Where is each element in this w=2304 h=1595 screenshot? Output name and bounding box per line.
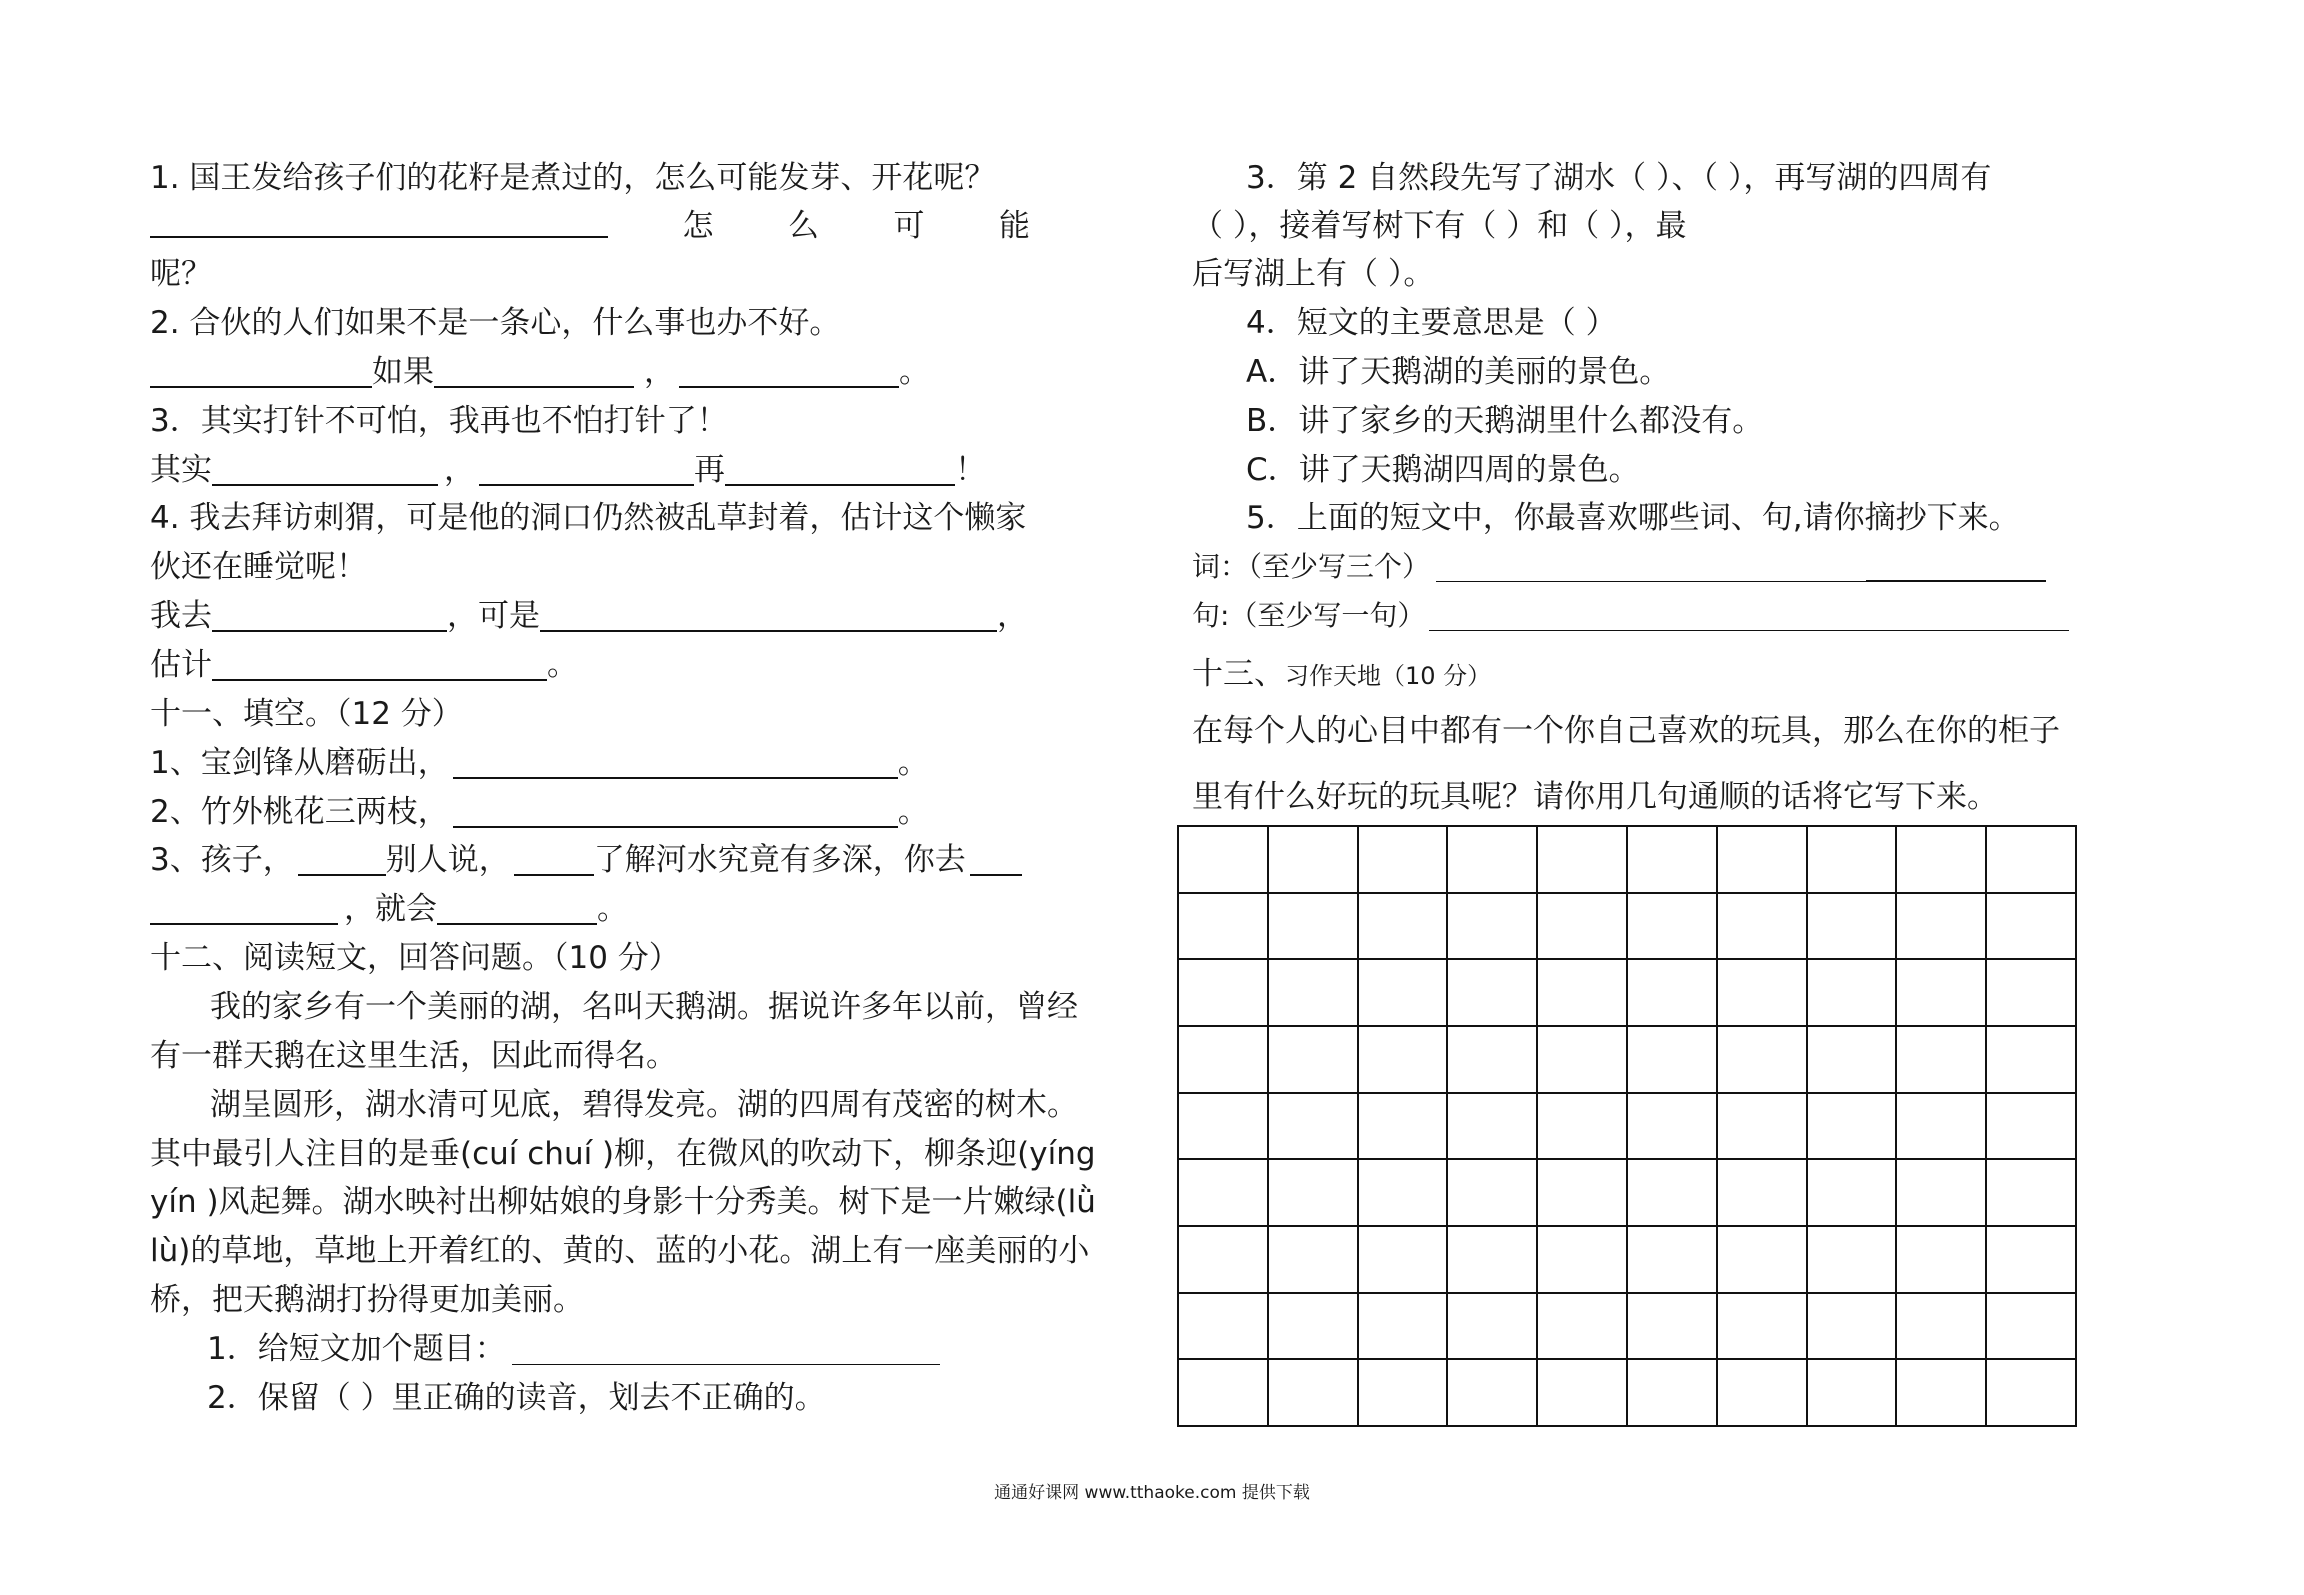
grid-cell[interactable] [1179,1094,1269,1161]
grid-cell[interactable] [1538,1360,1628,1427]
grid-cell[interactable] [1269,1094,1359,1161]
ci-blank[interactable] [1436,547,1866,582]
reading-q1: 1．给短文加个题目： [207,1325,940,1373]
fill-3-blank-2[interactable] [514,840,594,876]
q3-text: 3．其实打针不可怕，我再也不怕打针了！ [150,403,728,439]
grid-cell[interactable] [1718,1227,1808,1294]
grid-cell[interactable] [1359,1160,1449,1227]
fill-2: 2、竹外桃花三两枝， 。 [150,794,929,830]
reading-q4: 4．短文的主要意思是（ ） [1246,305,1617,341]
grid-cell[interactable] [1269,1294,1359,1361]
q2-blank-3[interactable] [679,352,899,388]
option-b[interactable]: B．讲了家乡的天鹅湖里什么都没有。 [1246,403,1764,439]
grid-cell[interactable] [1269,827,1359,894]
title-blank[interactable] [512,1330,940,1365]
q1-end: 呢？ [150,256,212,292]
grid-cell[interactable] [1269,1227,1359,1294]
q2-blank-2[interactable] [434,352,634,388]
grid-cell[interactable] [1808,1160,1898,1227]
ju-blank[interactable] [1429,596,2069,631]
grid-cell[interactable] [1897,960,1987,1027]
grid-cell[interactable] [1359,960,1449,1027]
q2-answer-line: 如果 ， 。 [150,348,930,396]
writing-grid[interactable] [1177,825,2077,1427]
grid-cell[interactable] [1718,1027,1808,1094]
grid-cell[interactable] [1808,1227,1898,1294]
footer-credit: 通通好课网 www.tthaoke.com 提供下载 [994,1483,1310,1503]
grid-cell[interactable] [1628,1027,1718,1094]
grid-cell[interactable] [1987,1160,2077,1227]
grid-cell[interactable] [1359,1094,1449,1161]
grid-cell[interactable] [1808,960,1898,1027]
passage-p2-line-2: 其中最引人注目的是垂(cuí chuí )柳，在微风的吹动下，柳条迎(yíng [150,1136,1096,1172]
q2-text: 2. 合伙的人们如果不是一条心，什么事也办不好。 [150,305,841,341]
grid-cell[interactable] [1987,1094,2077,1161]
fill-3-blank-3[interactable] [970,840,1022,876]
q4-answer-line-2: 估计 。 [150,647,578,683]
grid-cell[interactable] [1808,1360,1898,1427]
grid-cell[interactable] [1538,1160,1628,1227]
grid-cell[interactable] [1987,1360,2077,1427]
grid-cell[interactable] [1448,1094,1538,1161]
passage-p1-line-2: 有一群天鹅在这里生活，因此而得名。 [150,1038,677,1074]
grid-cell[interactable] [1448,960,1538,1027]
q4-answer-line-1: 我去 ，可是 ， [150,598,1028,634]
grid-cell[interactable] [1359,1360,1449,1427]
grid-cell[interactable] [1448,1227,1538,1294]
grid-cell[interactable] [1269,1027,1359,1094]
fill-3-blank-1[interactable] [298,840,386,876]
grid-cell[interactable] [1718,827,1808,894]
grid-cell[interactable] [1628,1294,1718,1361]
grid-cell[interactable] [1628,1160,1718,1227]
grid-cell[interactable] [1538,1027,1628,1094]
grid-cell[interactable] [1897,1160,1987,1227]
grid-cell[interactable] [1448,1160,1538,1227]
q3-blank-3[interactable] [725,450,955,486]
reading-q2: 2．保留（ ）里正确的读音，划去不正确的。 [207,1380,826,1416]
grid-cell[interactable] [1448,894,1538,961]
grid-cell[interactable] [1179,960,1269,1027]
fill-1: 1、宝剑锋从磨砺出， 。 [150,745,929,781]
passage-p2-line-4: lù)的草地，草地上开着红的、黄的、蓝的小花。湖上有一座美丽的小 [150,1233,1090,1269]
grid-cell[interactable] [1179,1360,1269,1427]
grid-cell[interactable] [1628,1094,1718,1161]
grid-cell[interactable] [1538,827,1628,894]
reading-q5: 5．上面的短文中，你最喜欢哪些词、句,请你摘抄下来。 [1246,500,2020,536]
grid-cell[interactable] [1718,894,1808,961]
grid-cell[interactable] [1538,1294,1628,1361]
grid-cell[interactable] [1718,1294,1808,1361]
grid-cell[interactable] [1808,1094,1898,1161]
grid-cell[interactable] [1269,894,1359,961]
grid-cell[interactable] [1179,1027,1269,1094]
grid-cell[interactable] [1897,1294,1987,1361]
fill-2-blank[interactable] [453,792,898,828]
grid-cell[interactable] [1179,1227,1269,1294]
grid-cell[interactable] [1718,1094,1808,1161]
grid-cell[interactable] [1897,827,1987,894]
section-11-title: 十一、填空。（12 分） [150,696,463,732]
grid-cell[interactable] [1538,1227,1628,1294]
grid-cell[interactable] [1179,1160,1269,1227]
passage-p1-line-1: 我的家乡有一个美丽的湖，名叫天鹅湖。据说许多年以前，曾经 [210,989,1078,1025]
fill-3-blank-5[interactable] [437,889,597,925]
grid-cell[interactable] [1269,960,1359,1027]
grid-cell[interactable] [1897,1027,1987,1094]
grid-cell[interactable] [1808,1294,1898,1361]
composition-prompt-2: 里有什么好玩的玩具呢？请你用几句通顺的话将它写下来。 [1192,779,1998,815]
option-c[interactable]: C．讲了天鹅湖四周的景色。 [1246,452,1640,488]
grid-cell[interactable] [1448,827,1538,894]
reading-q3-line-3: 后写湖上有（ ）。 [1192,256,1435,292]
grid-cell[interactable] [1448,1027,1538,1094]
grid-cell[interactable] [1179,1294,1269,1361]
grid-cell[interactable] [1987,827,2077,894]
q4-blank-2[interactable] [540,596,997,632]
fill-3-line-2: ，就会 。 [150,885,628,933]
grid-cell[interactable] [1538,960,1628,1027]
grid-cell[interactable] [1628,1360,1718,1427]
grid-cell[interactable] [1538,894,1628,961]
q3-blank-2[interactable] [479,450,694,486]
passage-p2-line-1: 湖呈圆形，湖水清可见底，碧得发亮。湖的四周有茂密的树木。 [210,1087,1078,1123]
reading-q3-line-2: （ ），接着写树下有（ ）和（ ），最 [1192,208,1687,244]
q1-answer-line: 怎 么 可 能 [150,202,1030,250]
grid-cell[interactable] [1718,1360,1808,1427]
q4-blank-3[interactable] [212,645,547,681]
grid-cell[interactable] [1359,1294,1449,1361]
grid-cell[interactable] [1448,1360,1538,1427]
q4-blank-1[interactable] [212,596,447,632]
grid-cell[interactable] [1987,894,2077,961]
section-12-title: 十二、阅读短文，回答问题。（10 分） [150,940,680,976]
grid-cell[interactable] [1538,1094,1628,1161]
grid-cell[interactable] [1448,1294,1538,1361]
grid-cell[interactable] [1808,894,1898,961]
grid-cell[interactable] [1718,960,1808,1027]
grid-cell[interactable] [1897,1360,1987,1427]
passage-p2-line-5: 桥，把天鹅湖打扮得更加美丽。 [150,1282,584,1318]
composition-prompt-1: 在每个人的心目中都有一个你自己喜欢的玩具，那么在你的柜子 [1192,713,2060,749]
option-a[interactable]: A．讲了天鹅湖的美丽的景色。 [1246,354,1671,390]
q2-blank-1[interactable] [150,352,372,388]
grid-cell[interactable] [1359,1027,1449,1094]
q3-answer-line: 其实 ， 再 ！ [150,452,986,488]
section-13-title: 十三、习作天地（10 分） [1192,656,1492,692]
ju-line: 句:（至少写一句） [1192,592,2069,640]
grid-cell[interactable] [1628,960,1718,1027]
fill-3-blank-4[interactable] [150,889,338,925]
grid-cell[interactable] [1628,894,1718,961]
q4-text-2: 伙还在睡觉呢！ [150,549,367,585]
grid-cell[interactable] [1987,1227,2077,1294]
grid-cell[interactable] [1987,960,2077,1027]
ci-line: 词：（至少写三个） [1192,543,2046,591]
q1-blank[interactable] [150,202,608,238]
q4-text-1: 4. 我去拜访刺猬，可是他的洞口仍然被乱草封着，估计这个懒家 [150,500,1027,536]
grid-cell[interactable] [1179,827,1269,894]
reading-q3-line-1: 3．第 2 自然段先写了湖水（ ）、（ ），再写湖的四周有 [1246,160,1992,196]
grid-cell[interactable] [1628,827,1718,894]
ci-blank-extra[interactable] [1866,546,2046,582]
grid-cell[interactable] [1718,1160,1808,1227]
q3-blank-1[interactable] [212,450,438,486]
grid-cell[interactable] [1987,1027,2077,1094]
passage-p2-line-3: yín )风起舞。湖水映衬出柳姑娘的身影十分秀美。树下是一片嫩绿(lǜ [150,1184,1096,1220]
grid-cell[interactable] [1987,1294,2077,1361]
grid-cell[interactable] [1269,1360,1359,1427]
q1-text: 1. 国王发给孩子们的花籽是煮过的，怎么可能发芽、开花呢？ [150,160,996,196]
grid-cell[interactable] [1179,894,1269,961]
grid-cell[interactable] [1628,1227,1718,1294]
grid-cell[interactable] [1359,827,1449,894]
fill-1-blank[interactable] [453,743,898,779]
grid-cell[interactable] [1269,1160,1359,1227]
fill-3-line-1: 3、孩子， 别人说， 了解河水究竟有多深，你去 [150,836,1022,884]
grid-cell[interactable] [1897,894,1987,961]
grid-cell[interactable] [1359,1227,1449,1294]
grid-cell[interactable] [1359,894,1449,961]
grid-cell[interactable] [1897,1094,1987,1161]
grid-cell[interactable] [1808,827,1898,894]
grid-cell[interactable] [1808,1027,1898,1094]
grid-cell[interactable] [1897,1227,1987,1294]
